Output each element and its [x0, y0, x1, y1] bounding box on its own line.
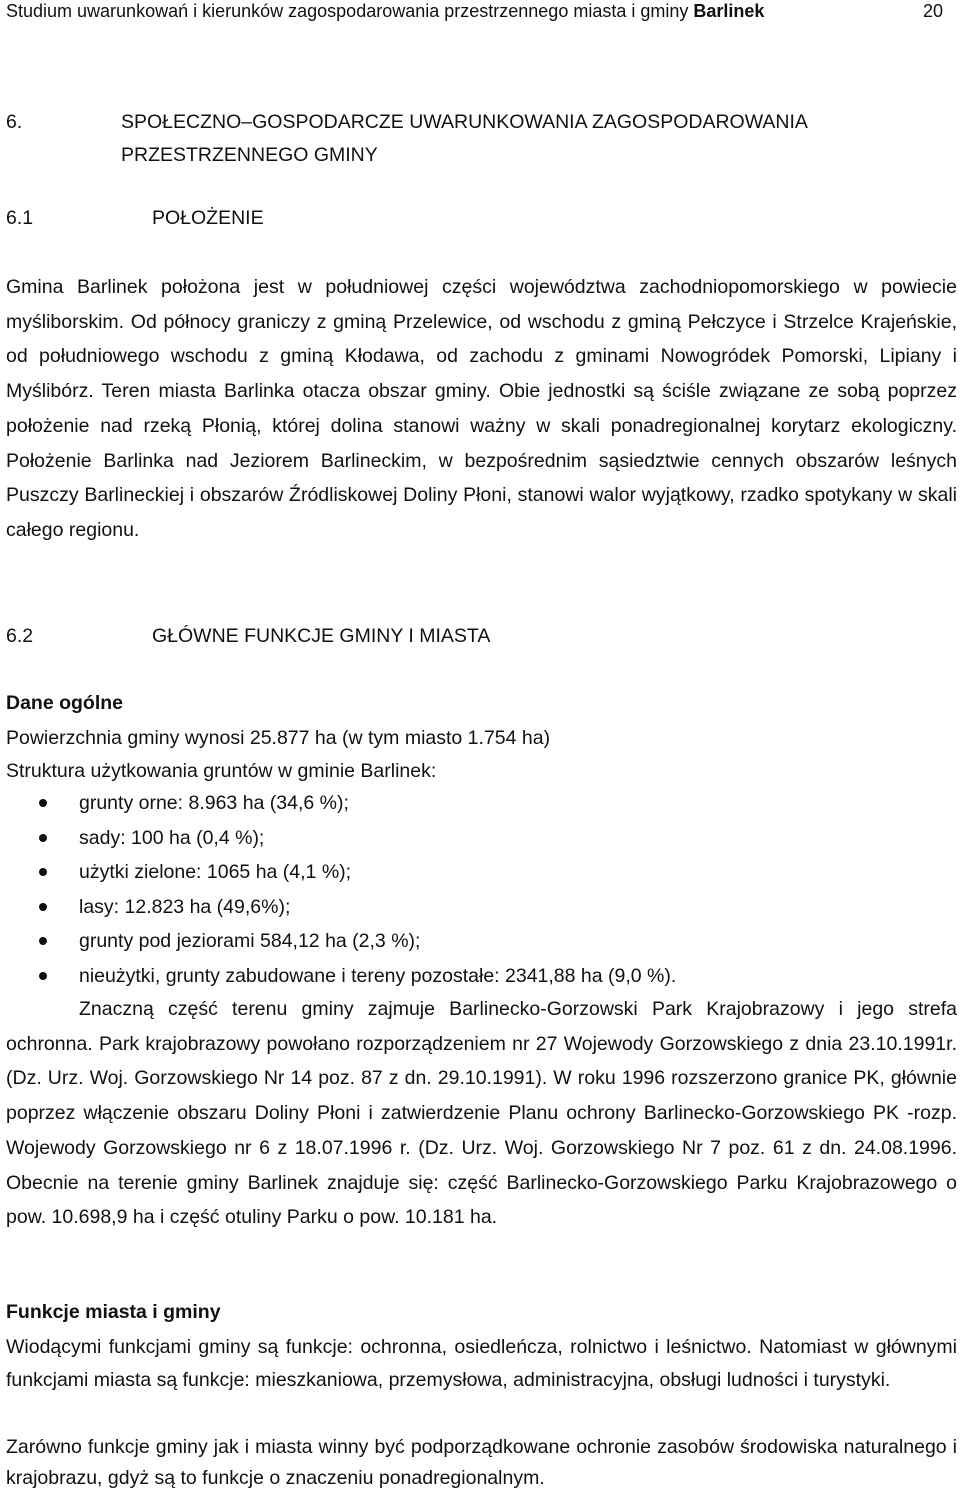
park-paragraph: Znaczną część terenu gminy zajmuje Barlinecko-Gorzowski Park Krajobrazowy i jego strefa ochronna. Park krajobrazowy powołano rozporządzeniem nr 27 Wojewody Gorzowskiego z dnia 23.10.1991r. (Dz. Urz. Woj. Gorzowskiego Nr 14 poz. 87 z dn. 29.10.1991). W roku 1996 rozszerzono granice PK, głównie poprzez włączenie obszaru Doliny Płoni i zatwierdzenie Planu ochrony Barlinecko-Gorzowskiego PK -rozp. Wojewody Gorzowskiego nr 6 z 18.07.1996 r. (Dz. Urz. Woj. Gorzowskiego Nr 7 poz. 61 z dn. 24.08.1996. Obecnie na terenie gminy Barlinek znajduje się: część Barlinecko-Gorzowskiego Parku Krajobrazowego o pow. 10.698,9 ha i część otuliny Parku o pow. 10.181 ha. — [6, 998, 957, 1229]
page-number: 20 — [922, 1, 943, 21]
chapter-heading — [6, 106, 957, 172]
list-item-text: użytki zielone: 1065 ha (4,1 %); — [79, 861, 352, 883]
bullet-icon — [39, 799, 47, 807]
bullet-icon — [39, 903, 47, 911]
list-item-text: lasy: 12.823 ha (49,6%); — [79, 895, 291, 918]
list-item-text: grunty orne: 8.963 ha (34,6 %); — [79, 792, 349, 814]
chapter-title: SPOŁECZNO–GOSPODARCZE UWARUNKOWANIA ZAGOSPODAROWANIA PRZESTRZENNEGO GMINY — [121, 111, 807, 166]
list-item-text: nieużytki, grunty zabudowane i tereny pozostałe: 2341,88 ha (9,0 %). — [79, 964, 677, 987]
area-line: Powierzchnia gminy wynosi 25.877 ha (w tym miasto 1.754 ha) — [6, 727, 551, 749]
general-data-heading: Dane ogólne — [6, 692, 124, 714]
running-header — [6, 0, 957, 34]
land-structure-line: Struktura użytkowania gruntów w gminie Barlinek: — [6, 760, 437, 782]
location-paragraph: Gmina Barlinek położona jest w południowej części województwa zachodniopomorskiego w powiecie myśliborskim. Od północy graniczy z gminą Przelewice, od wschodu z gminą Pełczyce i Strzelce Krajeńskie, od południowego wschodu z gminą Kłodawa, od zachodu z gminami Nowogródek Pomorski, Lipiany i Myślibórz. Teren miasta Barlinka otacza obszar gminy. Obie jednostki są ściśle związane ze sobą poprzez położenie nad rzeką Płonią, której dolina stanowi ważny w skali ponadregionalnej korytarz ekologiczny. Położenie Barlinka nad Jeziorem Barlineckim, w bezpośrednim sąsiedztwie cennych obszarów leśnych Puszczy Barlineckiej i obszarów Źródliskowej Doliny Płoni, stanowi walor wyjątkowy, rzadko spotykany w skali całego regionu. — [6, 276, 957, 541]
header-title-text: Studium uwarunkowań i kierunków zagospodarowania przestrzennego miasta i gminy — [6, 1, 694, 21]
functions-paragraph-1: Wiodącymi funkcjami gminy są funkcje: ochronna, osiedleńcza, rolnictwo i leśnictwo. Natomiast w głównymi funkcjami miasta są funkcje: mieszkaniowa, przemysłowa, administracyjna, obsługi ludności i turystyki. — [6, 1336, 957, 1391]
list-item — [6, 890, 957, 925]
list-item — [6, 959, 957, 994]
functions-paragraph-2: Zarówno funkcje gminy jak i miasta winny być podporządkowane ochronie zasobów środowiska naturalnego i krajobrazu, gdyż są to funkcje o znaczeniu ponadregionalnym. — [6, 1436, 957, 1489]
section-title: GŁÓWNE FUNKCJE GMINY I MIASTA — [152, 625, 491, 647]
list-item-text: sady: 100 ha (0,4 %); — [79, 826, 265, 849]
chapter-number: 6. — [6, 111, 23, 133]
list-item — [6, 821, 957, 856]
header-title-bold: Barlinek — [693, 1, 765, 21]
section-title: POŁOŻENIE — [152, 207, 264, 229]
section-number: 6.1 — [6, 207, 34, 229]
bullet-icon — [39, 868, 47, 876]
section-heading-6-1 — [6, 203, 957, 233]
header-title — [6, 0, 764, 22]
bullet-icon — [39, 834, 47, 842]
section-number: 6.2 — [6, 625, 34, 647]
land-use-list — [6, 786, 957, 993]
functions-heading: Funkcje miasta i gminy — [6, 1301, 221, 1323]
list-item — [6, 855, 957, 890]
list-item — [6, 924, 957, 959]
bullet-icon — [39, 972, 47, 980]
list-item — [6, 786, 957, 821]
list-item-text: grunty pod jeziorami 584,12 ha (2,3 %); — [79, 930, 421, 952]
document-page — [6, 0, 957, 1489]
bullet-icon — [39, 937, 47, 945]
section-heading-6-2 — [6, 621, 957, 651]
